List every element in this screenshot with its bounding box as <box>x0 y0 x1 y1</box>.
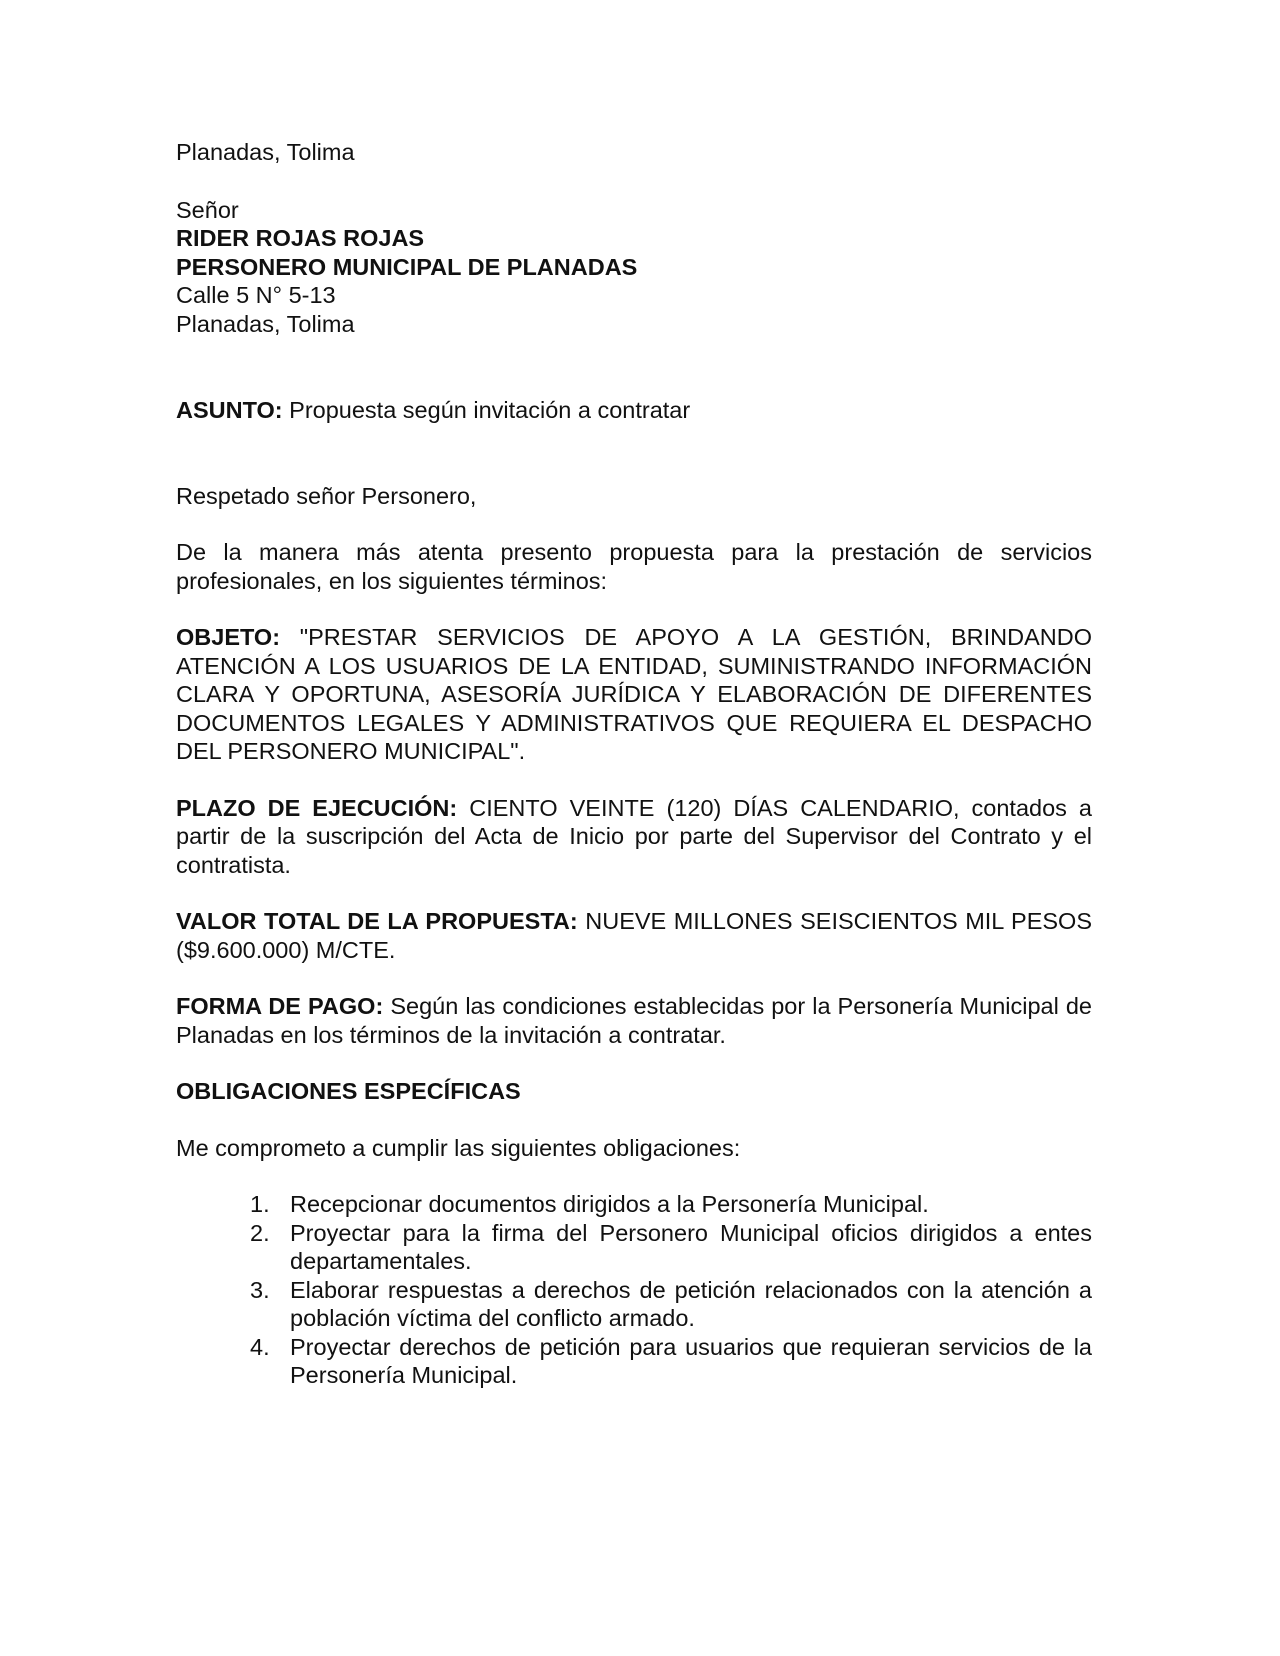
obligations-list <box>176 1190 1092 1390</box>
letter-document <box>176 138 1092 1390</box>
section-objeto-text: "PRESTAR SERVICIOS DE APOYO A LA GESTIÓN, BRINDANDO ATENCIÓN A LOS USUARIOS DE LA ENTIDAD, SUMINISTRANDO INFORMACIÓN CLARA Y OPORTUNA, ASESORÍA JURÍDICA Y ELABORACIÓN DE DIFERENTES DOCUMENTOS LEGALES Y ADMINISTRATIVOS QUE REQUIERA EL DESPACHO DEL PERSONERO MUNICIPAL". <box>176 624 1092 764</box>
section-objeto <box>176 623 1092 766</box>
list-item-number: 2. <box>250 1219 270 1246</box>
place-line: Planadas, Tolima <box>176 139 355 165</box>
section-objeto-label: OBJETO: <box>176 624 281 650</box>
greeting: Respetado señor Personero, <box>176 482 477 509</box>
subject-text: Propuesta según invitación a contratar <box>282 397 691 423</box>
subject-line <box>176 396 1092 425</box>
section-plazo-text: CIENTO VEINTE (120) DÍAS CALENDARIO, contados a partir de la suscripción del Acta de Inicio por parte del Supervisor del Contrato y el contratista. <box>176 794 1092 878</box>
section-plazo-label: PLAZO DE EJECUCIÓN: <box>176 794 458 821</box>
section-forma-pago-text: Según las condiciones establecidas por la Personería Municipal de Planadas en los términos de la invitación a contratar. <box>176 993 1092 1048</box>
list-item <box>176 1190 1092 1219</box>
list-item-text: Proyectar derechos de petición para usuarios que requieran servicios de la Personería Municipal. <box>290 1333 1092 1388</box>
subject-label: ASUNTO: <box>176 397 283 423</box>
recipient-block <box>176 196 1092 339</box>
section-plazo <box>176 794 1092 880</box>
recipient-name: RIDER ROJAS ROJAS <box>176 225 425 251</box>
list-item-text: Elaborar respuestas a derechos de petición relacionados con la atención a población víctima del conflicto armado. <box>290 1276 1092 1331</box>
list-item-number: 3. <box>250 1276 270 1303</box>
list-item <box>176 1333 1092 1390</box>
recipient-address: Calle 5 N° 5-13 <box>176 282 336 308</box>
intro-paragraph: De la manera más atenta presento propuesta para la prestación de servicios profesionales, en los siguientes términos: <box>176 539 1092 594</box>
section-valor-label: VALOR TOTAL DE LA PROPUESTA: <box>176 908 578 934</box>
section-valor-text: NUEVE MILLONES SEISCIENTOS MIL PESOS ($9.600.000) M/CTE. <box>176 908 1092 963</box>
section-valor <box>176 907 1092 964</box>
list-item <box>176 1219 1092 1276</box>
obligations-intro: Me comprometo a cumplir las siguientes obligaciones: <box>176 1134 741 1161</box>
recipient-salutation: Señor <box>176 196 239 223</box>
section-forma-pago-label: FORMA DE PAGO: <box>176 993 384 1019</box>
list-item-number: 4. <box>250 1333 270 1360</box>
section-forma-pago <box>176 992 1092 1049</box>
list-item <box>176 1276 1092 1333</box>
recipient-city: Planadas, Tolima <box>176 310 355 337</box>
list-item-text: Recepcionar documentos dirigidos a la Personería Municipal. <box>290 1191 929 1217</box>
recipient-position: PERSONERO MUNICIPAL DE PLANADAS <box>176 253 638 280</box>
list-item-text: Proyectar para la firma del Personero Municipal oficios dirigidos a entes departamentales. <box>290 1219 1092 1274</box>
list-item-number: 1. <box>250 1191 270 1217</box>
obligations-heading: OBLIGACIONES ESPECÍFICAS <box>176 1078 521 1104</box>
